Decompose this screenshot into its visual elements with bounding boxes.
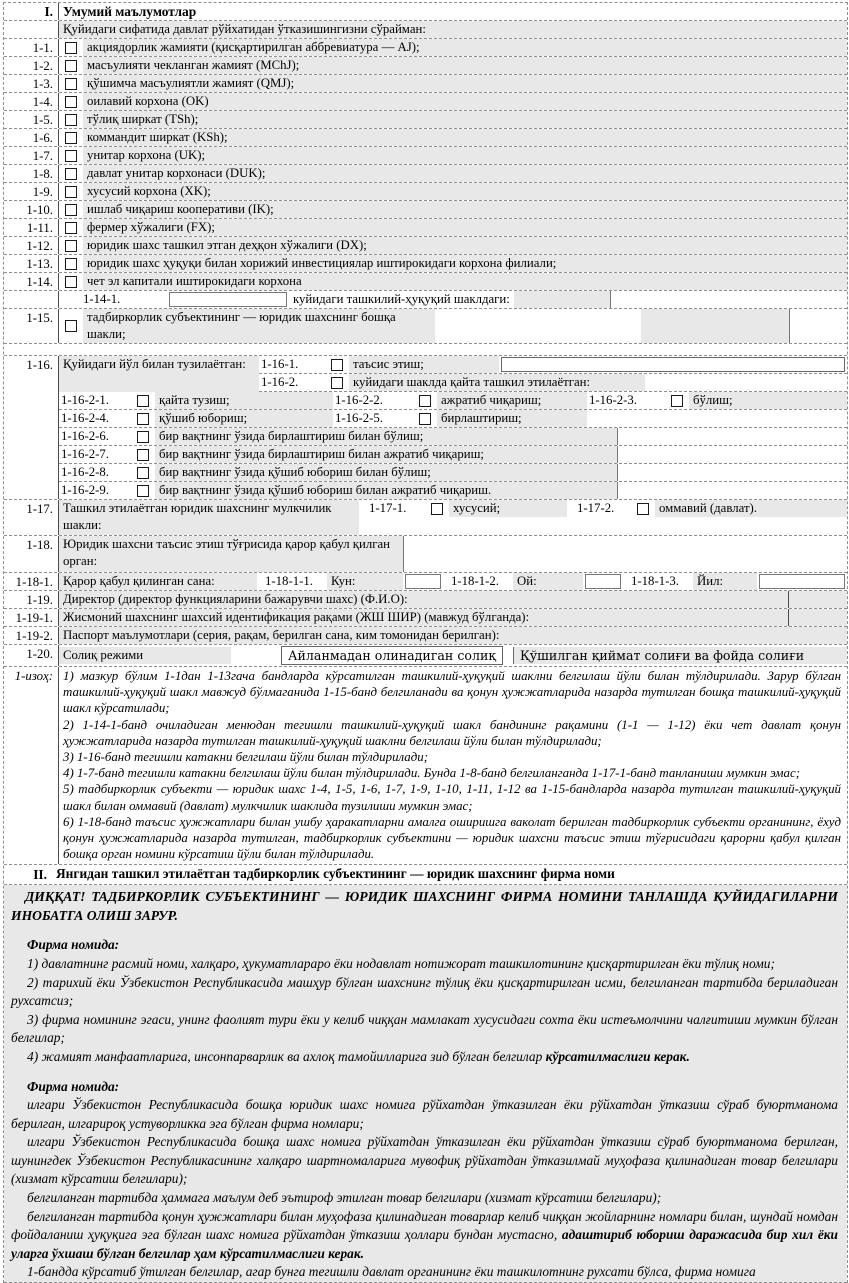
item-number: 1-4. (32, 95, 53, 109)
checkbox-1-16-2-3[interactable] (671, 395, 683, 407)
row-1-15-number: 1-15. (26, 311, 53, 325)
checkbox[interactable] (65, 222, 77, 234)
label-month: Ой: (513, 573, 583, 590)
row-1-16-body (58, 356, 847, 499)
form-item-row (4, 93, 847, 111)
sub-number-1-16-2-2: 1-16-2-2. (335, 393, 383, 407)
row-1-16-2-4-5 (59, 410, 847, 428)
checkbox-1-16-2-2[interactable] (419, 395, 431, 407)
rule-text: белгиланган тартибда қонун ҳужжатлари билан муҳофаза қилинадиган товарлар келиб чиққан жойларнинг номлари билан, шундай номдан фойдаланиш ҳуқуқига эга бўлган шахс номига рўйхатдан ўтказиш ҳоллари бундан мустасно, (11, 1208, 838, 1243)
label-1-19-1: Жисмоний шахснинг шахсий идентификация рақами (ЖШ ШИР) (мавжуд бўлганда): (59, 609, 788, 626)
sub-number-1-16-2: 1-16-2. (261, 375, 299, 389)
input-1-16-1[interactable] (501, 357, 845, 372)
rule-text: 4) жамият манфаатларига, инсонпарварлик ва ахлоқ тамойилларига зид бўлган белгилар (27, 1048, 546, 1064)
note-paragraph: 2) 1-14-1-банд очиладиган менюдан тегишли ташкилий-ҳуқуқий шакл бандининг рақамини (1-1 — 1-12) ёки чет давлат қонун ҳужжатларида назарда тутилган ташкилий-ҳуқуқий шаклни белгилаш йўли билан тўлдирилади; (63, 717, 841, 748)
item-number: 1-14. (26, 275, 53, 289)
item-body (58, 39, 847, 56)
filler (617, 428, 847, 445)
checkbox[interactable] (65, 240, 77, 252)
tax-option-vat-profit[interactable]: Қўшилган қиймат солиғи ва фойда солиғи (513, 647, 847, 664)
row-1-16-right (259, 356, 847, 392)
sub-number-1-16-2-9: 1-16-2-9. (61, 483, 109, 497)
item-number: 1-11. (26, 221, 53, 235)
item-body (58, 93, 847, 110)
checkbox-1-16-2-7[interactable] (137, 449, 149, 461)
filler (617, 446, 847, 463)
label-1-19: Директор (директор функцияларини бажарувчи шахс) (Ф.И.О): (59, 591, 788, 608)
item-label: ишлаб чиқариш кооперативи (IK); (83, 201, 847, 218)
form-item-row (4, 201, 847, 219)
intro-text: Қуйидаги сифатида давлат рўйхатидан ўтказишингизни сўрайман: (59, 21, 847, 38)
row-1-17-number: 1-17. (26, 502, 53, 516)
checkbox[interactable] (65, 186, 77, 198)
item-number: 1-6. (32, 131, 53, 145)
tax-option-turnover[interactable]: Айланмадан олинадиган солиқ (281, 646, 503, 665)
checkbox[interactable] (65, 276, 77, 288)
row-1-19-body (58, 591, 847, 608)
sub-number-1-16-1: 1-16-1. (261, 357, 299, 371)
form-item-row (4, 111, 847, 129)
note-paragraph: 3) 1-16-банд тегишли катакни белгилаш йўли билан тўлдирилади; (63, 750, 429, 765)
row-gap (4, 344, 847, 355)
checkbox[interactable] (65, 114, 77, 126)
checkbox[interactable] (65, 60, 77, 72)
row-1-19-2-number: 1-19-2. (15, 629, 53, 643)
year-input[interactable] (759, 574, 845, 589)
sub-number-1-16-2-1: 1-16-2-1. (61, 393, 109, 407)
item-body (58, 111, 847, 128)
row-1-14-1 (4, 291, 847, 309)
row-1-19 (4, 591, 847, 609)
dropdown-1-14-1[interactable] (169, 292, 287, 307)
section-1-title-cell (58, 3, 847, 20)
item-number: 1-1. (32, 41, 53, 55)
label-1-16-2-1: қайта тузиш; (155, 392, 333, 409)
field-1-14-1[interactable] (514, 291, 611, 308)
firm-name-rule (11, 1096, 838, 1133)
rule-emphasis: кўрсатилмаслиги керак. (545, 1048, 690, 1064)
rule-text: 3) фирма номининг эгаси, унинг фаолият тури ёки у келиб чиққан мамлакат хусусидаги сохта ёки истеъмолчини чалғитиши мумкин бўлган белгилар; (11, 1011, 838, 1046)
item-body (58, 273, 847, 290)
label-1-16-2-6: бир вақтнинг ўзида бирлаштириш билан бўлиш; (155, 428, 617, 445)
row-1-14-1-body (58, 291, 847, 308)
label-1-15: тадбиркорлик субъектининг — юридик шахснинг бошқа шакли; (83, 309, 435, 343)
row-1-16-2-1-3 (59, 392, 847, 410)
item-body (58, 147, 847, 164)
checkbox-1-16-2-1[interactable] (137, 395, 149, 407)
rule-emphasis: адаштириб юбориш даражасида бир хил ёки уларга ўхшаш бўлган белгилар ҳам кўрсатилмаслиги керак. (11, 1227, 838, 1261)
form-item-row (4, 165, 847, 183)
label-1-16-2-7: бир вақтнинг ўзида бирлаштириш билан ажратиб чиқариш; (155, 446, 617, 463)
sub-number-1-18-1-3: 1-18-1-3. (631, 574, 679, 588)
checkbox-1-16-1[interactable] (331, 359, 343, 371)
row-1-19-1 (4, 609, 847, 627)
month-input[interactable] (585, 574, 621, 589)
firm-name-rule (11, 1133, 838, 1189)
row-1-18-1-number: 1-18-1. (15, 575, 53, 589)
firm-name-rules-1 (11, 955, 838, 1067)
row-1-19-1-body (58, 609, 847, 626)
row-1-20 (4, 645, 847, 667)
rule-text: белгиланган тартибда ҳаммага маълум деб эътироф этилган товар белгилари (хизмат кўрсатиш белгилари); (27, 1189, 662, 1205)
label-1-14-1: куйидаги ташкилий-ҳуқуқий шаклдаги: (293, 292, 510, 306)
item-number: 1-13. (26, 257, 53, 271)
day-input[interactable] (405, 574, 441, 589)
label-1-18: Юридик шахсни таъсис этиш тўғрисида қарор қабул қилган орган: (59, 536, 404, 572)
label-1-16: Қуйидаги йўл билан тузилаётган: (59, 356, 259, 392)
firm-name-rule (11, 955, 838, 974)
item-number: 1-10. (26, 203, 53, 217)
rule-text: 1) давлатнинг расмий номи, халқаро, ҳукуматлараро ёки нодавлат нотижорат ташкилотининг қисқартирилган ёки тўлиқ номи; (27, 955, 775, 971)
section-1-title: Умумий маълумотлар (63, 4, 197, 19)
row-1-18-number: 1-18. (26, 538, 53, 552)
row-1-20-body (58, 645, 847, 666)
form-item-row (4, 147, 847, 165)
section-1-number: I. (44, 4, 53, 19)
attention-text: ДИҚҚАТ! ТАДБИРКОРЛИК СУБЪЕКТИНИНГ — ЮРИДИК ШАХСНИНГ ФИРМА НОМИНИ ТАНЛАШДА ҚУЙИДАГИЛАРНИ ИНОБАТГА ОЛИШ ЗАРУР. (11, 889, 838, 923)
checkbox-1-17-2[interactable] (637, 503, 649, 515)
note-paragraph: 1) мазкур бўлим 1-1дан 1-13гача бандларда кўрсатилган ташкилий-ҳуқуқий шаклни белгилаш йўли билан тўлдирилади. Зарур бўлган ташкилий-ҳуқуқий шакл мавжуд бўлмаганида 1-15-банд белгиланади ва қонун ҳужжатларида назарда тутилган бошқа ташкилий-ҳуқуқий шакл кўрсатилади; (63, 669, 841, 716)
firm-name-rule (11, 1208, 838, 1264)
row-1-18-1-body (58, 573, 847, 590)
item-body (58, 255, 847, 272)
sub-number-1-16-2-6: 1-16-2-6. (61, 429, 109, 443)
item-body (58, 57, 847, 74)
row-1-16-2-9 (59, 482, 847, 499)
sub-number-1-18-1-1: 1-18-1-1. (265, 574, 313, 588)
label-1-16-2: куйидаги шаклда қайта ташкил этилаётган: (349, 374, 645, 391)
note-body (58, 667, 847, 864)
checkbox[interactable] (65, 132, 77, 144)
checkbox[interactable] (65, 42, 77, 54)
item-body (58, 201, 847, 218)
label-1-17: Ташкил этилаётган юридик шахснинг мулкчилик шакли: (59, 500, 359, 535)
checkbox-1-16-2[interactable] (331, 377, 343, 389)
firm-name-rule (11, 1263, 838, 1282)
note-row (4, 667, 847, 865)
item-body (58, 183, 847, 200)
firm-name-rule (11, 1189, 838, 1208)
label-1-20: Солиқ режими (59, 647, 231, 664)
item-label: давлат унитар корхонаси (DUK); (83, 165, 847, 182)
sub-number-1-17-2: 1-17-2. (577, 501, 615, 515)
row-1-19-2 (4, 627, 847, 645)
row-1-19-1-number: 1-19-1. (15, 611, 53, 625)
checkbox-1-17-1[interactable] (431, 503, 443, 515)
row-1-17-body (58, 500, 847, 535)
label-1-19-2: Паспорт маълумотлари (серия, рақам, берилган сана, ким томонидан берилган): (59, 627, 847, 644)
label-1-16-1: таъсис этиш; (349, 356, 499, 373)
firm-name-rule (11, 1011, 838, 1048)
note-number: 1-изоҳ: (14, 669, 53, 683)
row-1-19-number: 1-19. (26, 593, 53, 607)
checkbox-1-16-2-9[interactable] (137, 485, 149, 497)
row-1-20-number: 1-20. (26, 647, 53, 661)
row-1-14-1-number (4, 291, 58, 308)
checkbox-1-16-2-5[interactable] (419, 413, 431, 425)
item-number: 1-3. (32, 77, 53, 91)
item-body (58, 237, 847, 254)
rule-text: илгари Ўзбекистон Республикасида бошқа шахс номига рўйхатдан ўтказилган ёки рўйхатдан ўтказиш сўраб буюртманома берилган, шунингдек Ўзбекистон Республикасининг халқаро шартномаларига мувофиқ рўйхатдан ўтказилмай муҳофаза қилинадиган товар белгилари (хизмат кўрсатиш белгилари); (11, 1134, 838, 1187)
row-1-18-1 (4, 573, 847, 591)
rule-text: 1-бандда кўрсатиб ўтилган белгилар, агар бунга тегишли давлат органининг ёки ташкилотнинг рухсати бўлса, фирма номига (27, 1264, 756, 1280)
section-1-header-row (4, 3, 847, 21)
item-label: қўшимча масъулиятли жамият (QMJ); (83, 75, 847, 92)
form-item-row (4, 237, 847, 255)
intro-body (58, 21, 847, 38)
firm-name-heading-1: Фирма номида: (27, 937, 120, 953)
item-label: фермер хўжалиги (FX); (83, 219, 847, 236)
checkbox[interactable] (65, 168, 77, 180)
row-1-16-1 (259, 356, 847, 374)
sub-number-1-16-2-5: 1-16-2-5. (335, 411, 383, 425)
checkbox-1-16-2-6[interactable] (137, 431, 149, 443)
row-1-16 (4, 355, 847, 500)
sub-number-1-16-2-3: 1-16-2-3. (589, 393, 637, 407)
item-label: акциядорлик жамияти (қисқартирилган аббревиатура — AJ); (83, 39, 847, 56)
checkbox-1-16-2-4[interactable] (137, 413, 149, 425)
item-number: 1-5. (32, 113, 53, 127)
row-1-16-2-8 (59, 464, 847, 482)
note-paragraph: 4) 1-7-банд тегишли катакни белгилаш йўли билан тўлдирилади. Бунда 1-8-банд белгиланганда 1-17-1-банд танланиши мумкин эмас; (63, 766, 800, 781)
firm-name-heading-2: Фирма номида: (27, 1078, 120, 1094)
sub-number-1-16-2-7: 1-16-2-7. (61, 447, 109, 461)
intro-number (4, 21, 58, 38)
firm-name-rule (11, 974, 838, 1011)
row-1-15 (4, 309, 847, 344)
item-label: юридик шахс ташкил этган деҳқон хўжалиги (DX); (83, 237, 847, 254)
section-2-title: Янгидан ташкил этилаётган тадбиркорлик субъектининг — юридик шахснинг фирма номи (56, 866, 615, 882)
form-item-row (4, 75, 847, 93)
checkbox-1-16-2-8[interactable] (137, 467, 149, 479)
form-table (3, 2, 848, 1283)
item-number: 1-2. (32, 59, 53, 73)
item-label: оилавий корхона (OK) (83, 93, 847, 110)
row-1-17 (4, 500, 847, 536)
field-1-19[interactable] (788, 591, 847, 608)
label-1-17-2: оммавий (давлат). (655, 500, 847, 517)
row-1-16-2 (259, 374, 847, 392)
row-1-15-body (58, 309, 847, 343)
item-number: 1-12. (26, 239, 53, 253)
item-body (58, 165, 847, 182)
sub-number-1-14-1: 1-14-1. (83, 292, 121, 306)
row-1-16-2-6 (59, 428, 847, 446)
rule-text: 2) тарихий ёки Ўзбекистон Республикасида машҳур бўлган шахснинг тўлиқ ёки қисқартирилган исми, белгиланган тартибда бериладиган рухсатсиз; (11, 974, 838, 1009)
form-item-row (4, 129, 847, 147)
item-label: тўлиқ ширкат (TSh); (83, 111, 847, 128)
sub-number-1-18-1-2: 1-18-1-2. (451, 574, 499, 588)
form-item-row (4, 219, 847, 237)
rule-text: илгари Ўзбекистон Республикасида бошқа юридик шахс номига рўйхатдан ўтказилган ёки рўйхатдан ўтказиш сўраб буюртманома берилган, илгарироқ устуворликка эга бўлган фирма номлари; (11, 1097, 838, 1131)
label-1-16-2-8: бир вақтнинг ўзида қўшиб юбориш билан бўлиш; (155, 464, 617, 481)
sub-number-1-17-1: 1-17-1. (369, 501, 407, 515)
checkbox[interactable] (65, 78, 77, 90)
row-1-19-2-body (58, 627, 847, 644)
legal-form-list (4, 39, 847, 291)
row-1-16-2-7 (59, 446, 847, 464)
item-number: 1-8. (32, 167, 53, 181)
item-label: унитар корхона (UK); (83, 147, 847, 164)
item-number: 1-7. (32, 149, 53, 163)
firm-name-rules-2 (11, 1096, 838, 1282)
label-1-16-2-4: қўшиб юбориш; (155, 410, 333, 427)
sub-number-1-16-2-4: 1-16-2-4. (61, 411, 109, 425)
item-label: масъулияти чекланган жамият (MChJ); (83, 57, 847, 74)
item-label: хусусий корхона (XK); (83, 183, 847, 200)
row-1-16-number: 1-16. (26, 358, 53, 372)
checkbox[interactable] (65, 150, 77, 162)
section-2-header-row (4, 865, 847, 885)
label-day: Кун: (327, 573, 403, 590)
form-item-row (4, 183, 847, 201)
note-paragraph: 5) тадбиркорлик субъекти — юридик шахс 1-4, 1-5, 1-6, 1-7, 1-9, 1-10, 1-11, 1-12 ва 1-15-бандларда назарда тутилган ташкилий-ҳуқуқий шакл билан оммавий (давлат) мулкчилик шаклида тузилиши мумкин эмас; (63, 782, 841, 813)
row-1-18 (4, 536, 847, 573)
item-number: 1-9. (32, 185, 53, 199)
item-label: коммандит ширкат (KSh); (83, 129, 847, 146)
sub-number-1-16-2-8: 1-16-2-8. (61, 465, 109, 479)
item-body (58, 219, 847, 236)
field-1-19-1[interactable] (788, 609, 847, 626)
form-item-row (4, 39, 847, 57)
label-1-17-1: хусусий; (449, 500, 567, 517)
section-2-number: II. (33, 867, 47, 883)
row-1-16-top (59, 356, 847, 392)
firm-name-rule (11, 1048, 838, 1067)
label-1-16-2-3: бўлиш; (689, 392, 847, 409)
form-item-row (4, 57, 847, 75)
field-1-15[interactable] (641, 309, 790, 343)
checkbox[interactable] (65, 204, 77, 216)
section-2-body (4, 885, 847, 1283)
form-item-row (4, 255, 847, 273)
label-1-18-1: Қарор қабул қилинган сана: (59, 573, 257, 590)
form-item-row (4, 273, 847, 291)
checkbox-1-15[interactable] (65, 320, 77, 332)
label-year: Йил: (693, 573, 757, 590)
item-body (58, 129, 847, 146)
filler (617, 482, 847, 499)
row-1-18-body (58, 536, 847, 572)
label-1-16-2-5: бирлаштириш; (437, 410, 587, 427)
label-1-16-2-2: ажратиб чиқариш; (437, 392, 587, 409)
note-paragraph-list (63, 668, 841, 862)
item-label: юридик шахс ҳуқуқи билан хорижий инвестициялар иштирокидаги корхона филиали; (83, 255, 847, 272)
checkbox[interactable] (65, 258, 77, 270)
item-body (58, 75, 847, 92)
filler (617, 464, 847, 481)
item-label: чет эл капитали иштирокидаги корхона (83, 273, 847, 290)
note-paragraph: 6) 1-18-банд таъсис ҳужжатлари билан ушбу ҳаракатларни амалга оширишга ваколат берилган тадбиркорлик субъекти органининг, ёхуд қонун ҳужжатларида назарда тутилган, тадбиркорлик субъектини — юридик шахсни таъсис этиш тўғрисидаги қарорни қабул қилган бошқа орган номини кўрсатиш йўли билан тўлдирилади. (63, 814, 841, 862)
label-1-16-2-9: бир вақтнинг ўзида қўшиб юбориш билан ажратиб чиқариш. (155, 482, 617, 499)
intro-row (4, 21, 847, 39)
checkbox[interactable] (65, 96, 77, 108)
